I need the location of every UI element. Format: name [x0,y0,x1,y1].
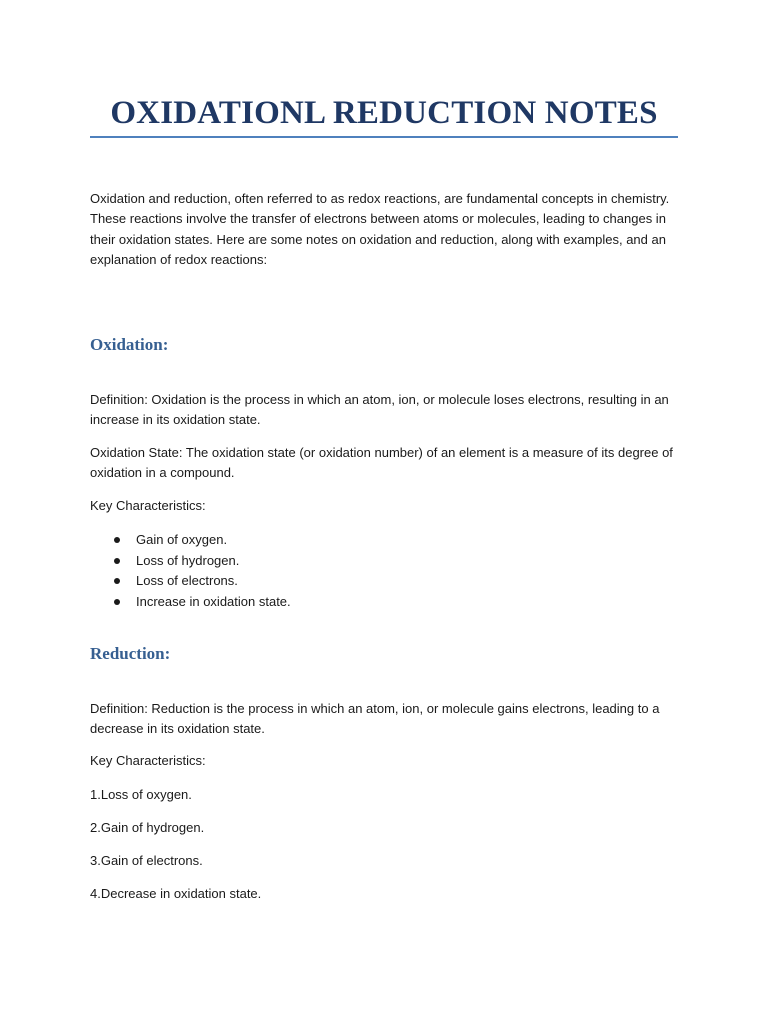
reduction-definition: Definition: Reduction is the process in which an atom, ion, or molecule gains electrons, leading to a decrease in its oxidation state. [90,701,660,737]
title-underline [90,136,678,138]
list-item: Loss of hydrogen. [90,551,680,572]
oxidation-heading: Oxidation: [90,335,169,354]
intro-paragraph: Oxidation and reduction, often referred to as redox reactions, are fundamental concepts in chemistry. These reactions involve the transfer of electrons between atoms or molecules, leading to changes in their oxidation states. Here are some notes on oxidation and reduction, along with examples, and an explanation of redox reactions: [90,191,670,268]
reduction-key-characteristics-label: Key Characteristics: [90,753,206,768]
list-item: 1.Loss of oxygen. [90,787,192,802]
list-item: Increase in oxidation state. [90,592,680,613]
list-item: Gain of oxygen. [90,530,680,551]
oxidation-characteristics-list [90,530,680,612]
page-title: OXIDATIONL REDUCTION NOTES [110,95,658,131]
list-item: 3.Gain of electrons. [90,853,203,868]
reduction-heading: Reduction: [90,644,171,663]
list-item: 4.Decrease in oxidation state. [90,886,262,901]
oxidation-state-paragraph: Oxidation State: The oxidation state (or oxidation number) of an element is a measure of its degree of oxidation in a compound. [90,445,673,481]
list-item: 2.Gain of hydrogen. [90,820,205,835]
oxidation-definition: Definition: Oxidation is the process in which an atom, ion, or molecule loses electrons, resulting in an increase in its oxidation state. [90,392,669,428]
oxidation-key-characteristics-label: Key Characteristics: [90,498,206,513]
list-item: Loss of electrons. [90,571,680,592]
